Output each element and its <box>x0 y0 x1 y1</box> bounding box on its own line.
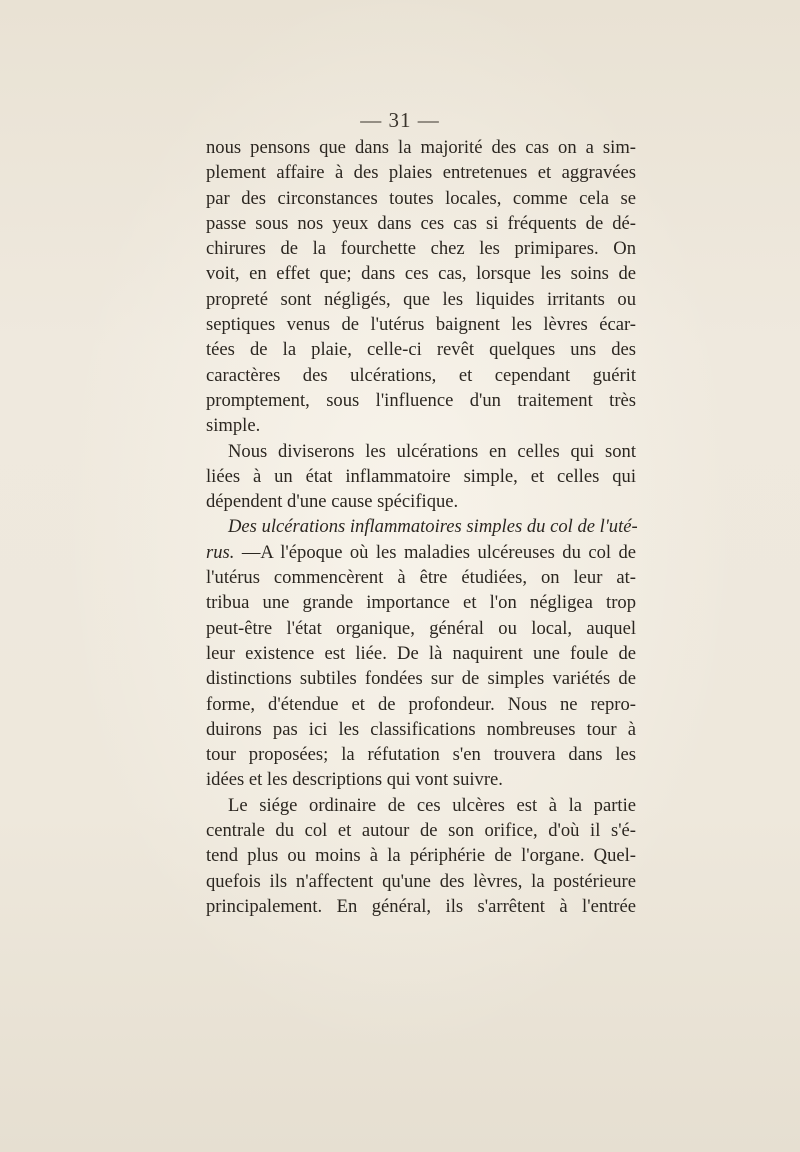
text-line <box>206 363 636 388</box>
text-line <box>206 287 636 312</box>
italic-heading: Des ulcérations inflammatoires simples du col de l'uté- <box>228 516 638 538</box>
text-line <box>206 160 636 185</box>
body-text <box>206 135 636 919</box>
text-line <box>206 641 636 666</box>
text-line <box>206 540 636 565</box>
line-text: forme, d'étendue et de profondeur. Nous ne repro- <box>206 693 636 715</box>
text-line <box>206 514 636 539</box>
text-line <box>206 843 636 868</box>
text-line <box>206 767 636 792</box>
text-line <box>206 590 636 615</box>
line-text: simple. <box>206 415 261 437</box>
text-line <box>206 439 636 464</box>
line-text: voit, en effet que; dans ces cas, lorsque les soins de <box>206 263 636 285</box>
text-line <box>206 312 636 337</box>
text-line <box>206 236 636 261</box>
text-line <box>206 565 636 590</box>
line-text: plement affaire à des plaies entretenues et aggravées <box>206 162 636 184</box>
line-text: quefois ils n'affectent qu'une des lèvres, la postérieure <box>206 870 636 892</box>
line-text: tend plus ou moins à la périphérie de l'organe. Quel- <box>206 845 636 867</box>
line-text: tour proposées; la réfutation s'en trouvera dans les <box>206 744 636 766</box>
line-text: dépendent d'une cause spécifique. <box>206 491 459 513</box>
line-text: Nous diviserons les ulcérations en celles qui sont <box>228 440 636 462</box>
text-line <box>206 692 636 717</box>
text-line <box>206 413 636 438</box>
line-text: centrale du col et autour de son orifice, d'où il s'é- <box>206 820 636 842</box>
line-text: promptement, sous l'influence d'un traitement très <box>206 389 636 411</box>
text-line <box>206 894 636 919</box>
text-line <box>206 666 636 691</box>
text-line <box>206 869 636 894</box>
text-line <box>206 793 636 818</box>
text-line <box>206 489 636 514</box>
line-text: tées de la plaie, celle-ci revêt quelques uns des <box>206 339 636 361</box>
line-text: l'utérus commencèrent à être étudiées, on leur at- <box>206 567 636 589</box>
text-line <box>206 464 636 489</box>
line-text: duirons pas ici les classifications nombreuses tour à <box>206 718 636 740</box>
text-line <box>206 261 636 286</box>
line-text: peut-être l'état organique, général ou local, auquel <box>206 617 636 639</box>
line-text: distinctions subtiles fondées sur de simples variétés de <box>206 668 636 690</box>
line-text: liées à un état inflammatoire simple, et celles qui <box>206 465 636 487</box>
italic-heading: rus. <box>206 541 235 563</box>
text-line <box>206 742 636 767</box>
line-text: —A l'époque où les maladies ulcéreuses du col de <box>234 541 636 563</box>
text-line <box>206 717 636 742</box>
line-text: par des circonstances toutes locales, comme cela se <box>206 187 636 209</box>
text-line <box>206 388 636 413</box>
line-text: Le siége ordinaire de ces ulcères est à la partie <box>228 794 636 816</box>
page-number: — 31 — <box>360 108 440 132</box>
line-text: caractères des ulcérations, et cependant guérit <box>206 364 636 386</box>
text-line <box>206 135 636 160</box>
line-text: propreté sont négligés, que les liquides irritants ou <box>206 288 636 310</box>
line-text: passe sous nos yeux dans ces cas si fréquents de dé- <box>206 212 636 234</box>
line-text: principalement. En général, ils s'arrêtent à l'entrée <box>206 895 636 917</box>
text-line <box>206 616 636 641</box>
line-text: idées et les descriptions qui vont suivre. <box>206 769 503 791</box>
text-line <box>206 211 636 236</box>
text-line <box>206 818 636 843</box>
line-text: tribua une grande importance et l'on négligea trop <box>206 592 636 614</box>
line-text: leur existence est liée. De là naquirent une foule de <box>206 642 636 664</box>
line-text: chirures de la fourchette chez les primipares. On <box>206 238 636 260</box>
line-text: nous pensons que dans la majorité des cas on a sim- <box>206 137 636 158</box>
line-text: septiques venus de l'utérus baignent les lèvres écar- <box>206 314 636 336</box>
text-line <box>206 337 636 362</box>
text-line <box>206 186 636 211</box>
